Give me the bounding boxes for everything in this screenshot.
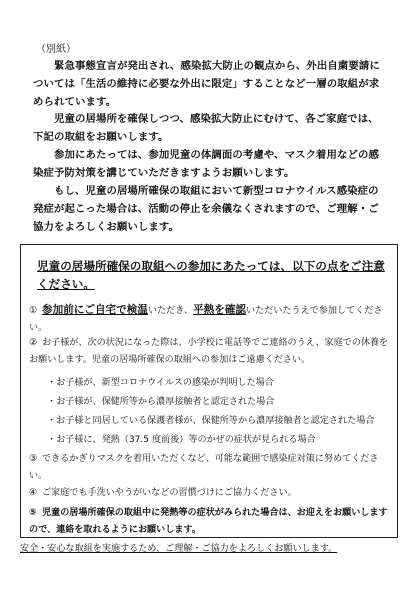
closing-note: 安全・安心な取組を実施するため、ご理解・ご協力をよろしくお願いします。 xyxy=(20,544,338,554)
paragraph-1: 緊急事態宣言が発出され、感染拡大防止の観点から、外出自粛要請については「生活の維持に必要な外出に限定」することなど一層の取組が求められています。 xyxy=(33,60,380,108)
notice-item-4: ④ ご家庭でも手洗いやうがいなどの習慣づけにご協力ください。 xyxy=(29,488,297,498)
list-item: ・お子様と同居している保護者様が、保健所等から濃厚接触者と認定された場合 xyxy=(47,416,375,426)
notice-item-5: ⑤ 児童の居場所確保の取組中に発熱等の症状がみられた場合は、お迎えをお願いしますので、連絡を取れるようにお願いします。 xyxy=(29,508,388,535)
list-item: ・お子様が、保健所等から濃厚接触者と認定された場合 xyxy=(47,397,275,407)
paragraph-2: 児童の居場所を確保しつつ、感染拡大防止にむけて、各ご家庭では、下記の取組をお願いします。 xyxy=(33,113,379,143)
paragraph-3: 参加にあたっては、参加児童の体調面の考慮や、マスク着用などの感染症予防対策を講じていただきますようお願いします。 xyxy=(33,149,379,179)
notice-item-1: ① 参加前にご自宅で検温いただき、平熱を確認いただいたうえで参加してください。 xyxy=(29,304,383,333)
attachment-label: （別紙） xyxy=(36,44,76,55)
notice-item-3: ③ できるかぎりマスクを着用いただくなど、可能な範囲で感染症対策に努めてください。 xyxy=(29,454,379,481)
paragraph-4: もし、児童の居場所確保の取組において新型コロナウイルス感染症の発症が起こった場合は、活動の停止を余儀なくされますので、ご理解・ご協力をよろしくお願いします。 xyxy=(33,185,379,233)
notice-title: 児童の居場所確保の取組への参加にあたっては、以下の点をご注意ください。 xyxy=(37,259,385,291)
list-item: ・お子様が、新型コロナウイルスの感染が判明した場合 xyxy=(47,378,274,388)
notice-item-2: ② お子様が、次の状況になった際は、小学校に電話等でご連絡のうえ、家庭での休養をお願いします。児童の居場所確保の取組への参加はご遠慮ください。 xyxy=(29,338,389,365)
condition-list xyxy=(47,374,387,450)
notice-box xyxy=(20,244,398,538)
list-item: ・お子様に、発熱（37.5 度前後）等のかぜの症状が見られる場合 xyxy=(47,435,316,445)
